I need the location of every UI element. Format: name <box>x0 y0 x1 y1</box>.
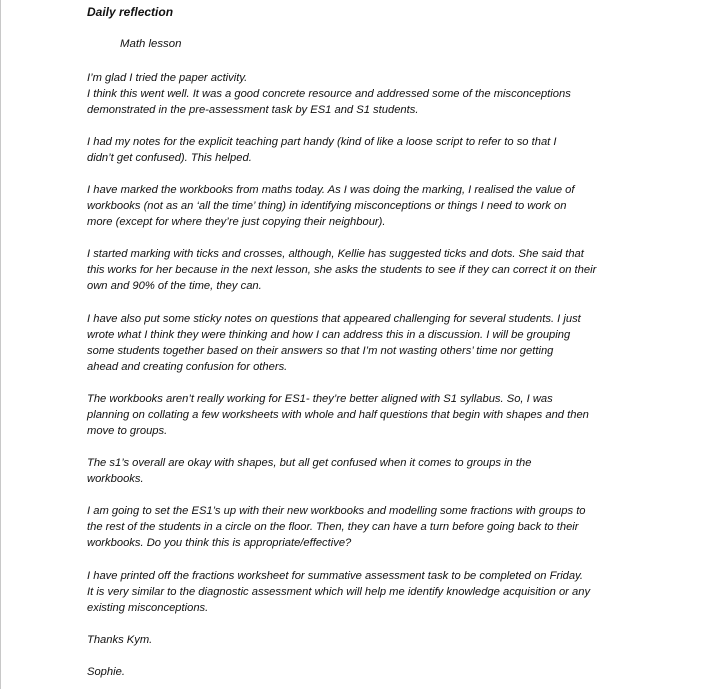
paragraph-line: It is very similar to the diagnostic assessment which will help me identify knowledge acquisition or any <box>87 586 591 598</box>
paragraph-line: ahead and creating confusion for others. <box>87 361 288 373</box>
paragraph-line: existing misconceptions. <box>87 602 209 614</box>
paragraph <box>87 568 632 616</box>
paragraph-line: I am going to set the ES1’s up with their new workbooks and modelling some fractions with groups to <box>87 505 586 517</box>
paragraph <box>87 391 632 439</box>
paragraph <box>87 70 632 118</box>
paragraph-line: demonstrated in the pre-assessment task by ES1 and S1 students. <box>87 104 419 116</box>
document-subtitle: Math lesson <box>120 38 182 50</box>
paragraph-line: more (except for where they’re just copying their neighbour). <box>87 216 386 228</box>
paragraph <box>87 134 632 166</box>
paragraph-line: I’m glad I tried the paper activity. <box>87 72 248 84</box>
paragraph-line: I had my notes for the explicit teaching part handy (kind of like a loose script to refer to so that I <box>87 136 557 148</box>
paragraph <box>87 455 632 487</box>
paragraph-line: I started marking with ticks and crosses, although, Kellie has suggested ticks and dots. She said that <box>87 248 584 260</box>
paragraph-line: The s1’s overall are okay with shapes, but all get confused when it comes to groups in the <box>87 457 532 469</box>
paragraph-line: some students together based on their answers so that I’m not wasting others’ time nor getting <box>87 345 554 357</box>
document-title: Daily reflection <box>87 5 174 19</box>
paragraph <box>87 311 632 375</box>
paragraph-line: The workbooks aren’t really working for ES1- they’re better aligned with S1 syllabus. So, I was <box>87 393 553 405</box>
paragraph-line: workbooks. Do you think this is appropriate/effective? <box>87 537 352 549</box>
paragraph-line: I have also put some sticky notes on questions that appeared challenging for several students. I just <box>87 313 581 325</box>
paragraph-line: the rest of the students in a circle on the floor. Then, they can have a turn before going back to their <box>87 521 579 533</box>
paragraph-line: Thanks Kym. <box>87 634 153 646</box>
paragraph-line: didn’t get confused). This helped. <box>87 152 252 164</box>
paragraph-line: workbooks (not as an ‘all the time’ thing) in identifying misconceptions or things I need to work on <box>87 200 567 212</box>
paragraph-line: I have marked the workbooks from maths today. As I was doing the marking, I realised the value of <box>87 184 575 196</box>
paragraph <box>87 246 632 294</box>
paragraph-line: I think this went well. It was a good concrete resource and addressed some of the misconceptions <box>87 88 571 100</box>
paragraph <box>87 503 632 551</box>
paragraph <box>87 182 632 230</box>
paragraph-line: wrote what I think they were thinking and how I can address this in a discussion. I will be grouping <box>87 329 571 341</box>
paragraph <box>87 632 632 648</box>
paragraph-line: I have printed off the fractions worksheet for summative assessment task to be completed on Friday. <box>87 570 584 582</box>
paragraph-line: planning on collating a few worksheets with whole and half questions that begin with shapes and then <box>87 409 589 421</box>
paragraph-line: Sophie. <box>87 666 125 678</box>
paragraph-line: workbooks. <box>87 473 144 485</box>
paragraph-line: own and 90% of the time, they can. <box>87 280 262 292</box>
paragraph-line: this works for her because in the next lesson, she asks the students to see if they can correct it on their <box>87 264 597 276</box>
paragraph-line: move to groups. <box>87 425 168 437</box>
paragraph <box>87 664 632 680</box>
